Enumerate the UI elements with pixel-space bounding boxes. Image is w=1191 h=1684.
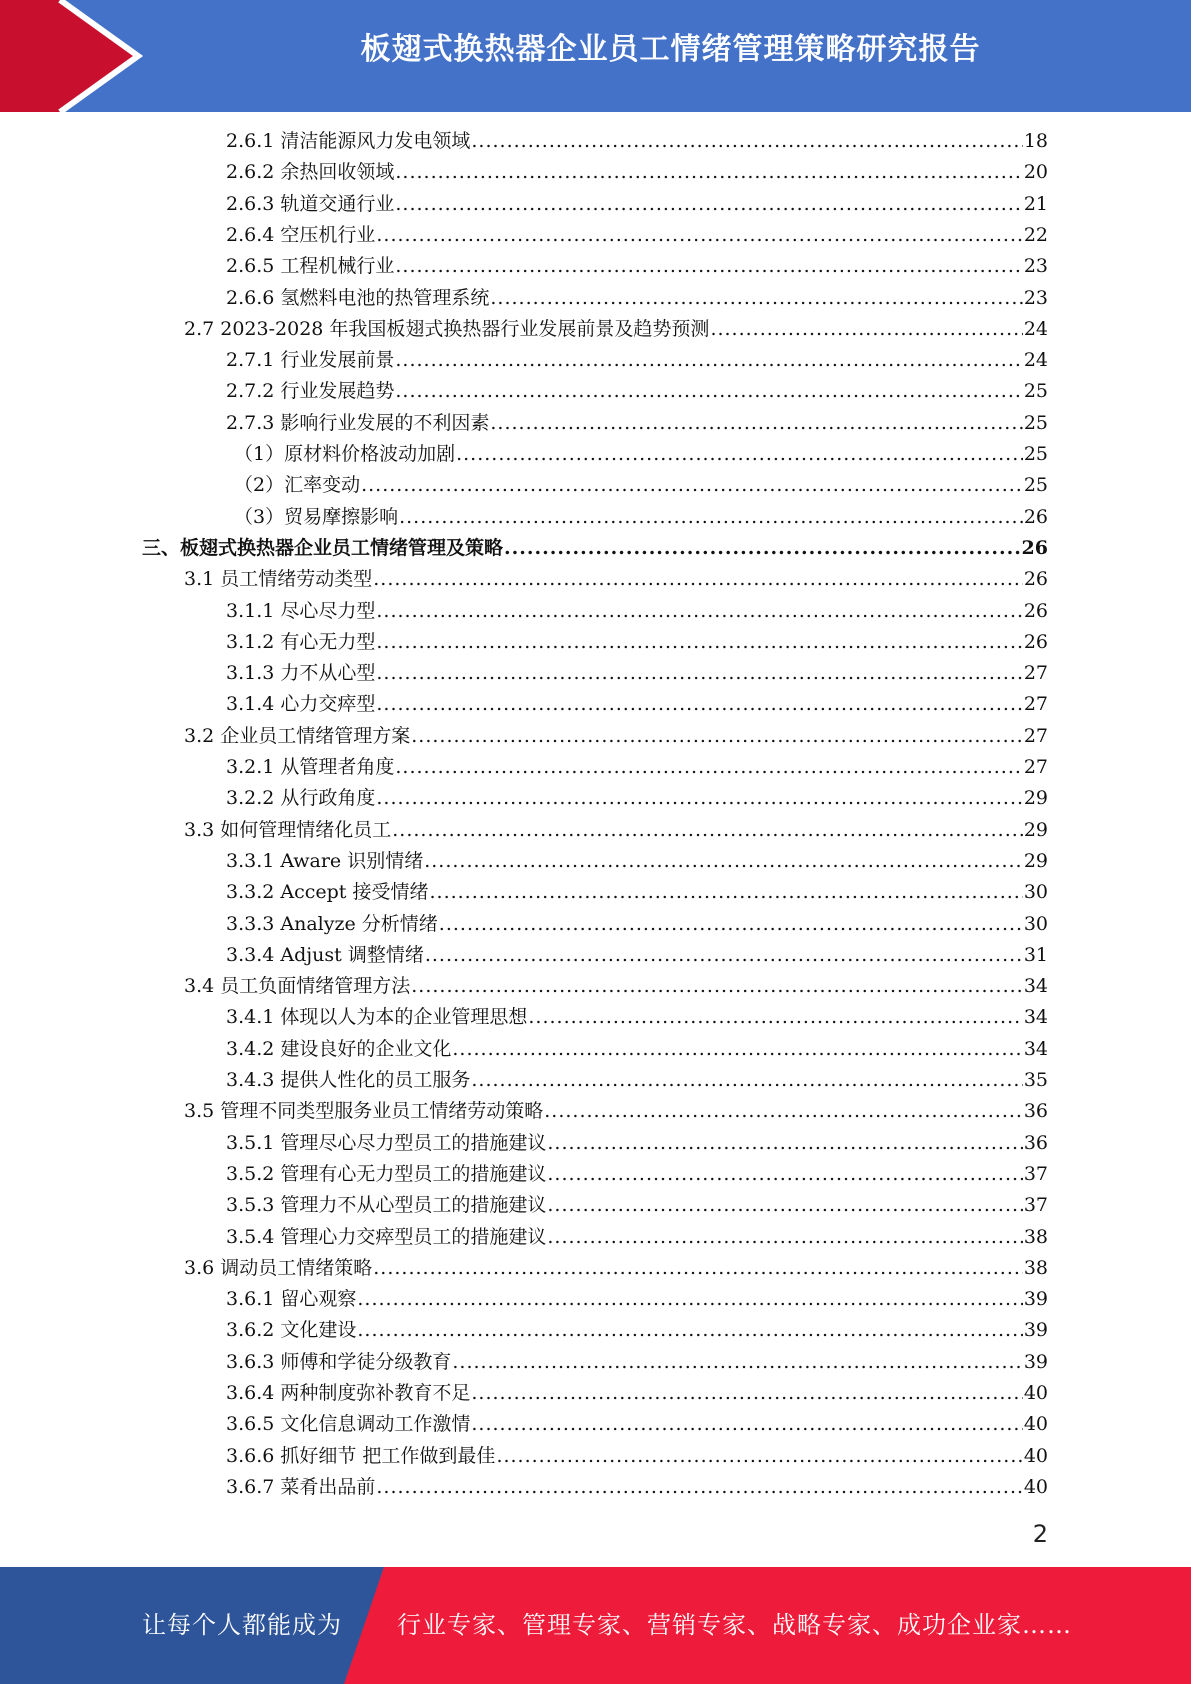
toc-entry[interactable]	[142, 533, 1048, 564]
toc-entry-page: 40	[1023, 1444, 1048, 1467]
page-footer	[0, 1567, 1191, 1684]
toc-leader-dots	[528, 1002, 1022, 1033]
toc-entry[interactable]	[226, 1378, 1048, 1409]
toc-entry-label: 3.1.2 有心无力型	[226, 630, 376, 653]
toc-entry[interactable]	[234, 502, 1048, 533]
toc-entry-label: 3.5 管理不同类型服务业员工情绪劳动策略	[184, 1100, 544, 1123]
toc-entry-page: 30	[1023, 881, 1048, 904]
toc-entry-label: 3.3 如何管理情绪化员工	[184, 818, 392, 841]
toc-entry[interactable]	[184, 815, 1048, 846]
toc-entry-label: 2.6.6 氢燃料电池的热管理系统	[226, 286, 490, 309]
toc-entry[interactable]	[226, 1347, 1048, 1378]
toc-leader-dots	[471, 1378, 1022, 1409]
toc-entry[interactable]	[184, 1253, 1048, 1284]
toc-leader-dots	[504, 533, 1021, 564]
toc-entry-page: 38	[1023, 1256, 1048, 1279]
toc-leader-dots	[373, 564, 1023, 595]
toc-entry[interactable]	[234, 470, 1048, 501]
toc-entry-page: 29	[1023, 818, 1048, 841]
toc-entry-page: 24	[1023, 317, 1048, 340]
toc-leader-dots	[429, 877, 1022, 908]
toc-entry[interactable]	[184, 1096, 1048, 1127]
toc-entry-label: 3.6.7 菜肴出品前	[226, 1475, 376, 1498]
toc-entry-page: 38	[1023, 1225, 1048, 1248]
toc-entry[interactable]	[184, 721, 1048, 752]
toc-entry[interactable]	[226, 627, 1048, 658]
toc-entry-label: （3）贸易摩擦影响	[234, 505, 399, 528]
toc-leader-dots	[376, 596, 1022, 627]
toc-leader-dots	[376, 658, 1022, 689]
toc-entry-page: 22	[1023, 223, 1048, 246]
toc-entry-label: 3.5.4 管理心力交瘁型员工的措施建议	[226, 1225, 547, 1248]
toc-entry-page: 25	[1023, 380, 1048, 403]
toc-entry-page: 25	[1023, 411, 1048, 434]
toc-entry-page: 26	[1023, 630, 1048, 653]
toc-entry-page: 27	[1023, 756, 1048, 778]
toc-entry-label: 2.6.5 工程机械行业	[226, 255, 395, 278]
toc-leader-dots	[392, 815, 1023, 846]
toc-entry-label: 2.7 2023-2028 年我国板翅式换热器行业发展前景及趋势预测	[184, 317, 710, 340]
toc-entry-label: 3.1.3 力不从心型	[226, 662, 376, 685]
toc-leader-dots	[496, 1441, 1022, 1472]
toc-entry-page: 39	[1023, 1350, 1048, 1373]
toc-entry-label: 3.2 企业员工情绪管理方案	[184, 724, 411, 747]
toc-leader-dots	[547, 1128, 1022, 1159]
toc-entry-label: 2.6.2 余热回收领域	[226, 161, 395, 184]
toc-leader-dots	[547, 1159, 1022, 1190]
toc-entry[interactable]	[226, 1034, 1048, 1065]
toc-entry-page: 40	[1023, 1475, 1048, 1498]
toc-entry-label: 3.6.6 抓好细节 把工作做到最佳	[226, 1444, 496, 1467]
toc-entry[interactable]	[226, 1002, 1048, 1033]
report-title: 板翅式换热器企业员工情绪管理策略研究报告	[360, 32, 981, 67]
toc-entry-label: 3.6.1 留心观察	[226, 1288, 357, 1311]
toc-entry-label: 3.6.5 文化信息调动工作激情	[226, 1413, 471, 1436]
toc-entry-page: 37	[1023, 1162, 1048, 1185]
toc-leader-dots	[452, 1034, 1022, 1065]
toc-entry-label: 3.6 调动员工情绪策略	[184, 1256, 373, 1279]
toc-entry[interactable]	[226, 940, 1048, 971]
toc-leader-dots	[376, 689, 1022, 720]
page-number: 2	[1032, 1520, 1048, 1548]
toc-entry-page: 24	[1023, 349, 1048, 372]
toc-entry[interactable]	[226, 1284, 1048, 1315]
toc-entry-page: 27	[1023, 662, 1048, 685]
toc-entry-page: 36	[1023, 1100, 1048, 1123]
toc-leader-dots	[471, 1409, 1022, 1440]
toc-leader-dots	[373, 1253, 1023, 1284]
toc-entry[interactable]	[226, 752, 1048, 783]
toc-entry-label: 3.4.1 体现以人为本的企业管理思想	[226, 1006, 528, 1029]
toc-entry[interactable]	[226, 783, 1048, 814]
toc-entry-label: 2.7.2 行业发展趋势	[226, 380, 395, 403]
toc-entry-label: 3.5.1 管理尽心尽力型员工的措施建议	[226, 1131, 547, 1154]
toc-leader-dots	[456, 439, 1023, 470]
toc-leader-dots	[376, 1472, 1022, 1503]
toc-entry-label: （1）原材料价格波动加剧	[234, 443, 456, 465]
toc-entry-page: 39	[1023, 1288, 1048, 1311]
toc-entry[interactable]	[226, 408, 1048, 439]
toc-entry-label: 三、板翅式换热器企业员工情绪管理及策略	[142, 536, 504, 559]
toc-leader-dots	[425, 940, 1023, 971]
toc-entry[interactable]	[226, 157, 1048, 188]
toc-leader-dots	[439, 909, 1023, 940]
toc-leader-dots	[395, 251, 1022, 282]
toc-leader-dots	[376, 627, 1022, 658]
toc-entry[interactable]	[226, 1065, 1048, 1096]
toc-entry-page: 18	[1023, 130, 1048, 152]
toc-leader-dots	[471, 126, 1022, 157]
toc-entry[interactable]	[226, 1222, 1048, 1253]
toc-entry-label: 3.6.4 两种制度弥补教育不足	[226, 1382, 471, 1404]
toc-entry-label: 3.1.1 尽心尽力型	[226, 599, 376, 622]
toc-leader-dots	[490, 283, 1022, 314]
toc-entry-label: （2）汇率变动	[234, 474, 361, 497]
toc-entry-page: 20	[1023, 161, 1048, 184]
toc-entry[interactable]	[226, 1441, 1048, 1472]
toc-entry-page: 26	[1023, 599, 1048, 622]
toc-entry[interactable]	[226, 596, 1048, 627]
toc-entry[interactable]	[226, 877, 1048, 908]
toc-entry-label: 3.6.3 师傅和学徒分级教育	[226, 1350, 452, 1373]
toc-entry-label: 3.2.1 从管理者角度	[226, 756, 395, 778]
toc-leader-dots	[411, 971, 1023, 1002]
toc-leader-dots	[411, 721, 1023, 752]
toc-entry[interactable]	[226, 689, 1048, 720]
toc-leader-dots	[395, 345, 1022, 376]
toc-entry-label: 3.6.2 文化建设	[226, 1319, 357, 1342]
toc-entry[interactable]	[184, 314, 1048, 345]
toc-leader-dots	[395, 752, 1022, 783]
page-header	[0, 0, 1191, 112]
toc-entry[interactable]	[226, 283, 1048, 314]
toc-entry-label: 2.6.3 轨道交通行业	[226, 192, 395, 215]
toc-entry[interactable]	[226, 1315, 1048, 1346]
toc-entry-page: 35	[1023, 1069, 1048, 1091]
toc-entry[interactable]	[226, 251, 1048, 282]
toc-leader-dots	[395, 189, 1022, 220]
footer-slogan-left: 让每个人都能成为	[142, 1611, 342, 1639]
toc-leader-dots	[357, 1284, 1022, 1315]
toc-entry-label: 3.4.3 提供人性化的员工服务	[226, 1069, 471, 1091]
toc-entry-page: 30	[1023, 912, 1048, 935]
toc-leader-dots	[399, 502, 1023, 533]
toc-entry-label: 3.1 员工情绪劳动类型	[184, 568, 373, 591]
toc-leader-dots	[395, 157, 1022, 188]
toc-leader-dots	[395, 376, 1022, 407]
toc-entry-page: 21	[1023, 192, 1048, 215]
toc-entry[interactable]	[226, 376, 1048, 407]
toc-entry-label: 2.7.3 影响行业发展的不利因素	[226, 411, 490, 434]
toc-entry[interactable]	[226, 345, 1048, 376]
toc-entry[interactable]	[226, 1128, 1048, 1159]
toc-leader-dots	[376, 220, 1022, 251]
toc-entry-page: 23	[1023, 286, 1048, 309]
header-arrow-decoration	[0, 0, 160, 112]
toc-entry[interactable]	[226, 1409, 1048, 1440]
toc-entry[interactable]	[184, 971, 1048, 1002]
toc-entry[interactable]	[226, 126, 1048, 157]
toc-entry-label: 3.4 员工负面情绪管理方法	[184, 975, 411, 998]
toc-entry-label: 3.3.3 Analyze 分析情绪	[226, 912, 438, 935]
toc-leader-dots	[547, 1222, 1022, 1253]
toc-entry[interactable]	[226, 189, 1048, 220]
toc-leader-dots	[710, 314, 1022, 345]
toc-entry-label: 3.4.2 建设良好的企业文化	[226, 1037, 452, 1060]
toc-entry-label: 3.3.1 Aware 识别情绪	[226, 849, 424, 872]
toc-entry[interactable]	[226, 1159, 1048, 1190]
toc-leader-dots	[361, 470, 1023, 501]
toc-entry-label: 2.7.1 行业发展前景	[226, 349, 395, 372]
toc-entry-page: 27	[1023, 693, 1048, 716]
footer-slogan-right: 行业专家、管理专家、营销专家、战略专家、成功企业家……	[397, 1611, 1072, 1639]
toc-entry-page: 23	[1023, 255, 1048, 278]
toc-entry[interactable]	[226, 1190, 1048, 1221]
toc-entry-page: 26	[1023, 568, 1048, 591]
toc-entry-label: 3.3.4 Adjust 调整情绪	[226, 943, 424, 966]
toc-entry-page: 29	[1023, 787, 1048, 810]
toc-entry-page: 27	[1023, 724, 1048, 747]
toc-entry-page: 34	[1023, 975, 1048, 998]
toc-entry-label: 3.5.2 管理有心无力型员工的措施建议	[226, 1162, 547, 1185]
toc-entry-page: 25	[1023, 474, 1048, 497]
toc-leader-dots	[547, 1190, 1022, 1221]
toc-leader-dots	[424, 846, 1023, 877]
toc-entry-page: 26	[1023, 505, 1048, 528]
toc-entry[interactable]	[226, 658, 1048, 689]
toc-leader-dots	[471, 1065, 1022, 1096]
toc-entry-label: 3.3.2 Accept 接受情绪	[226, 881, 429, 904]
toc-leader-dots	[544, 1096, 1023, 1127]
toc-entry[interactable]	[226, 220, 1048, 251]
toc-leader-dots	[452, 1347, 1022, 1378]
toc-entry-page: 40	[1023, 1382, 1048, 1404]
toc-entry[interactable]	[226, 846, 1048, 877]
toc-leader-dots	[376, 783, 1022, 814]
toc-entry-label: 3.1.4 心力交瘁型	[226, 693, 376, 716]
toc-entry-label: 3.2.2 从行政角度	[226, 787, 376, 810]
toc-entry[interactable]	[234, 439, 1048, 470]
toc-entry-page: 39	[1023, 1319, 1048, 1342]
toc-entry[interactable]	[226, 909, 1048, 940]
toc-entry-label: 2.6.4 空压机行业	[226, 223, 376, 246]
toc-entry-label: 3.5.3 管理力不从心型员工的措施建议	[226, 1194, 547, 1217]
toc-entry-page: 31	[1023, 943, 1048, 966]
toc-entry-page: 36	[1023, 1131, 1048, 1154]
toc-entry-page: 34	[1023, 1006, 1048, 1029]
toc-entry-page: 40	[1023, 1413, 1048, 1436]
toc-entry-page: 29	[1023, 849, 1048, 872]
toc-entry-label: 2.6.1 清洁能源风力发电领域	[226, 130, 471, 152]
toc-entry-page: 37	[1023, 1194, 1048, 1217]
toc-entry-page: 34	[1023, 1037, 1048, 1060]
toc-entry[interactable]	[184, 564, 1048, 595]
toc-entry-page: 26	[1021, 536, 1048, 559]
toc-leader-dots	[357, 1315, 1022, 1346]
toc-entry[interactable]	[226, 1472, 1048, 1503]
toc-leader-dots	[490, 408, 1022, 439]
toc-entry-page: 25	[1023, 443, 1048, 465]
